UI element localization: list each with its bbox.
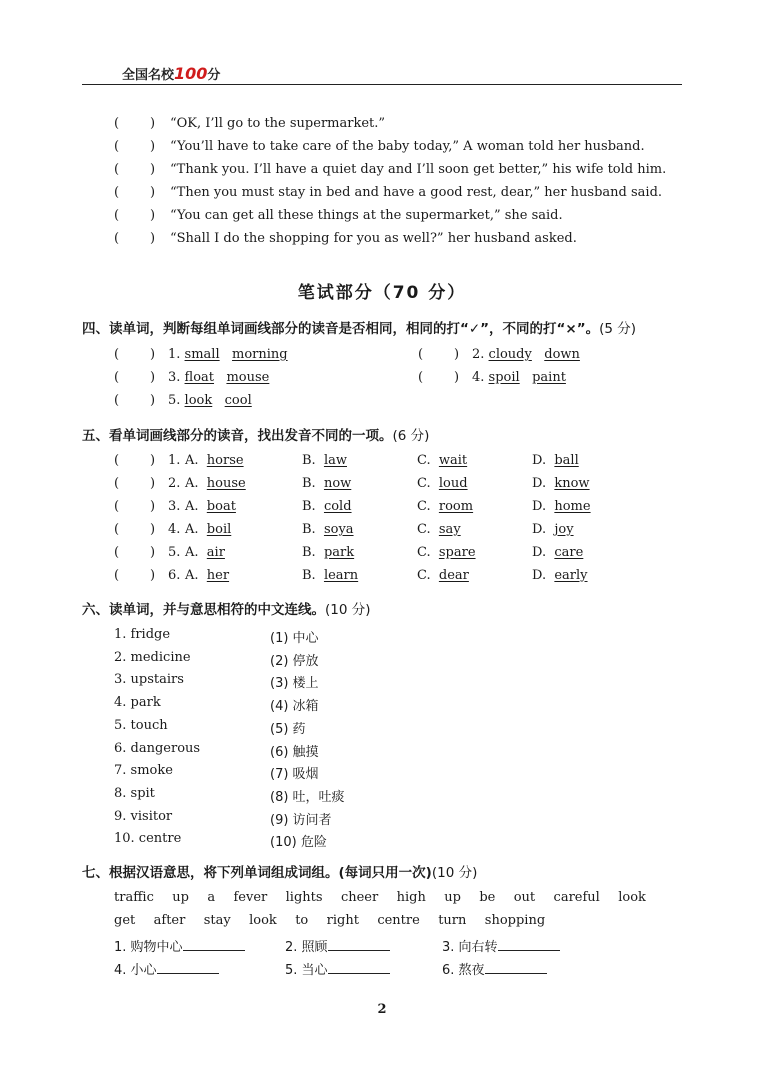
option-word: joy (554, 522, 574, 537)
option-word: park (323, 545, 355, 560)
english-word[interactable]: 10. centre (114, 831, 182, 847)
phrase-item (114, 936, 245, 955)
option-c (417, 545, 476, 560)
item-number: 6. (168, 568, 181, 583)
q5-title: 五、看单词画线部分的读音，找出发音不同的一项。 (82, 428, 393, 444)
word: paint (532, 370, 566, 385)
option-d (532, 568, 588, 583)
option-word: say (438, 522, 461, 537)
option-d (532, 522, 574, 537)
phrase-item (285, 959, 390, 978)
option-word: now (323, 476, 352, 491)
option-b (302, 522, 354, 537)
q6-heading (82, 598, 371, 618)
english-word[interactable]: 6. dangerous (114, 740, 201, 756)
brand-logo (122, 64, 220, 83)
option-c (417, 499, 473, 514)
chinese-meaning[interactable]: (4) 冰箱 (270, 699, 319, 715)
item-number: 1. (168, 347, 181, 362)
phrase-item (442, 959, 547, 978)
chinese-meaning[interactable]: (5) 药 (270, 721, 306, 737)
option-word: air (206, 545, 225, 560)
q4-item (472, 370, 566, 385)
q5-heading (82, 424, 429, 444)
brand-text: 全国名校 (122, 68, 175, 83)
chinese-meaning[interactable]: (1) 中心 (270, 631, 319, 646)
answer-line[interactable] (485, 961, 547, 974)
english-word[interactable]: 7. smoke (114, 763, 173, 779)
phrase-prompt: 4. 小心 (114, 963, 157, 978)
english-word[interactable]: 5. touch (114, 717, 168, 733)
option-word: soya (323, 522, 354, 537)
option-label: D. (532, 453, 547, 468)
option-a (185, 568, 229, 583)
option-word: cold (323, 499, 352, 514)
option-label: D. (532, 545, 547, 560)
option-label: B. (302, 476, 316, 491)
option-word: boil (206, 522, 232, 537)
item-number: 3. (168, 499, 181, 514)
english-word[interactable]: 3. upstairs (114, 672, 184, 688)
option-c (417, 522, 461, 537)
word: cloudy (488, 347, 532, 362)
chinese-meaning[interactable]: (8) 吐，吐痰 (270, 789, 345, 805)
phrase-prompt: 5. 当心 (285, 963, 328, 978)
option-word: know (554, 476, 590, 491)
q4-item (472, 347, 580, 362)
option-label: B. (302, 568, 316, 583)
dialogue-line: “Then you must stay in bed and have a good rest, dear,” her husband said. (170, 185, 663, 200)
option-label: C. (417, 453, 431, 468)
option-a (185, 545, 225, 560)
section-title: 笔试部分（70 分） (297, 283, 467, 303)
phrase-prompt: 6. 熬夜 (442, 963, 485, 978)
option-d (532, 545, 583, 560)
option-label: A. (185, 568, 199, 583)
brand-number: 100 (174, 64, 208, 83)
option-word: room (438, 499, 474, 514)
option-a (185, 499, 236, 514)
chinese-meaning[interactable]: (9) 访问者 (270, 812, 332, 828)
q6-points: (10 分) (325, 602, 371, 618)
option-a (185, 453, 244, 468)
phrase-item (114, 959, 219, 978)
option-label: B. (302, 545, 316, 560)
option-label: A. (185, 476, 199, 491)
q4-points: (5 分) (599, 321, 637, 337)
answer-line[interactable] (328, 938, 390, 951)
answer-line[interactable] (498, 938, 560, 951)
word: mouse (226, 370, 270, 385)
item-number: 1. (168, 453, 181, 468)
q4-item (168, 370, 269, 385)
dialogue-line: “You can get all these things at the supermarket,” she said. (170, 208, 563, 223)
english-word[interactable]: 8. spit (114, 785, 155, 801)
brand-suffix: 分 (207, 68, 221, 83)
english-word[interactable]: 2. medicine (114, 649, 191, 665)
option-d (532, 453, 579, 468)
option-word: early (554, 568, 588, 583)
option-b (302, 499, 352, 514)
option-d (532, 476, 590, 491)
option-label: C. (417, 545, 431, 560)
chinese-meaning[interactable]: (6) 触摸 (270, 744, 319, 760)
q7-heading (82, 861, 477, 881)
q6-title: 六、读单词，并与意思相符的中文连线。 (82, 602, 325, 618)
q4-item (168, 347, 288, 362)
option-b (302, 476, 351, 491)
option-word: horse (206, 453, 244, 468)
phrase-prompt: 2. 照顾 (285, 940, 328, 955)
option-label: D. (532, 522, 547, 537)
option-word: care (554, 545, 584, 560)
option-a (185, 522, 231, 537)
chinese-meaning[interactable]: (7) 吸烟 (270, 767, 319, 783)
item-number: 4. (472, 370, 485, 385)
q4-title: 四、读单词，判断每组单词画线部分的读音是否相同，相同的打“✓”，不同的打“×”。 (82, 321, 600, 337)
option-label: B. (302, 522, 316, 537)
option-a (185, 476, 246, 491)
dialogue-line: “Thank you. I’ll have a quiet day and I’ll soon get better,” his wife told him. (170, 162, 667, 177)
option-label: B. (302, 499, 316, 514)
option-label: C. (417, 499, 431, 514)
page-number: 2 (377, 1002, 387, 1017)
word: cool (224, 393, 252, 408)
phrase-item (285, 936, 390, 955)
q4-heading (82, 317, 636, 337)
option-word: dear (438, 568, 469, 583)
item-number: 5. (168, 393, 181, 408)
option-b (302, 545, 354, 560)
word-bank-line-2: get after stay look to right centre turn shopping (114, 913, 546, 928)
option-word: wait (438, 453, 468, 468)
phrase-item (442, 936, 560, 955)
item-number: 2. (168, 476, 181, 491)
word: small (184, 347, 220, 362)
option-d (532, 499, 591, 514)
option-label: D. (532, 499, 547, 514)
option-label: A. (185, 522, 199, 537)
page-header (82, 58, 682, 85)
english-word[interactable]: 9. visitor (114, 808, 173, 824)
option-c (417, 453, 467, 468)
answer-line[interactable] (157, 961, 219, 974)
word: look (184, 393, 213, 408)
option-word: home (554, 499, 591, 514)
item-number: 5. (168, 545, 181, 560)
option-label: D. (532, 476, 547, 491)
answer-line[interactable] (183, 938, 245, 951)
option-label: C. (417, 568, 431, 583)
word-bank-line-1: traffic up a fever lights cheer high up be out careful look (114, 890, 646, 905)
word: float (184, 370, 215, 385)
option-label: D. (532, 568, 547, 583)
chinese-meaning[interactable]: (3) 楼上 (270, 676, 319, 692)
option-word: learn (323, 568, 359, 583)
item-number: 4. (168, 522, 181, 537)
option-word: boat (206, 499, 236, 514)
option-word: law (323, 453, 347, 468)
answer-line[interactable] (328, 961, 390, 974)
dialogue-line: “You’ll have to take care of the baby today,” A woman told her husband. (170, 139, 645, 154)
chinese-meaning[interactable]: (10) 危险 (270, 835, 327, 851)
item-number: 2. (472, 347, 485, 362)
dialogue-line: “OK, I’ll go to the supermarket.” (170, 116, 386, 131)
option-word: ball (554, 453, 579, 468)
q4-item (168, 393, 252, 408)
option-word: her (206, 568, 230, 583)
option-c (417, 568, 469, 583)
option-c (417, 476, 468, 491)
option-label: B. (302, 453, 316, 468)
chinese-meaning[interactable]: (2) 停放 (270, 653, 319, 669)
option-word: loud (438, 476, 468, 491)
q7-title: 七、根据汉语意思，将下列单词组成词组。(每词只用一次) (82, 865, 432, 881)
english-word[interactable]: 1. fridge (114, 627, 171, 642)
option-word: spare (438, 545, 476, 560)
q5-points: (6 分) (392, 428, 430, 444)
item-number: 3. (168, 370, 181, 385)
option-label: A. (185, 453, 199, 468)
word: down (544, 347, 580, 362)
phrase-prompt: 1. 购物中心 (114, 940, 183, 955)
dialogue-line: “Shall I do the shopping for you as well?” her husband asked. (170, 231, 577, 246)
option-label: C. (417, 522, 431, 537)
option-b (302, 453, 347, 468)
option-b (302, 568, 358, 583)
option-word: house (206, 476, 246, 491)
word: morning (232, 347, 288, 362)
option-label: A. (185, 545, 199, 560)
option-label: C. (417, 476, 431, 491)
english-word[interactable]: 4. park (114, 695, 161, 711)
q7-points: (10 分) (431, 865, 478, 881)
option-label: A. (185, 499, 199, 514)
word: spoil (488, 370, 520, 385)
phrase-prompt: 3. 向右转 (442, 940, 498, 955)
